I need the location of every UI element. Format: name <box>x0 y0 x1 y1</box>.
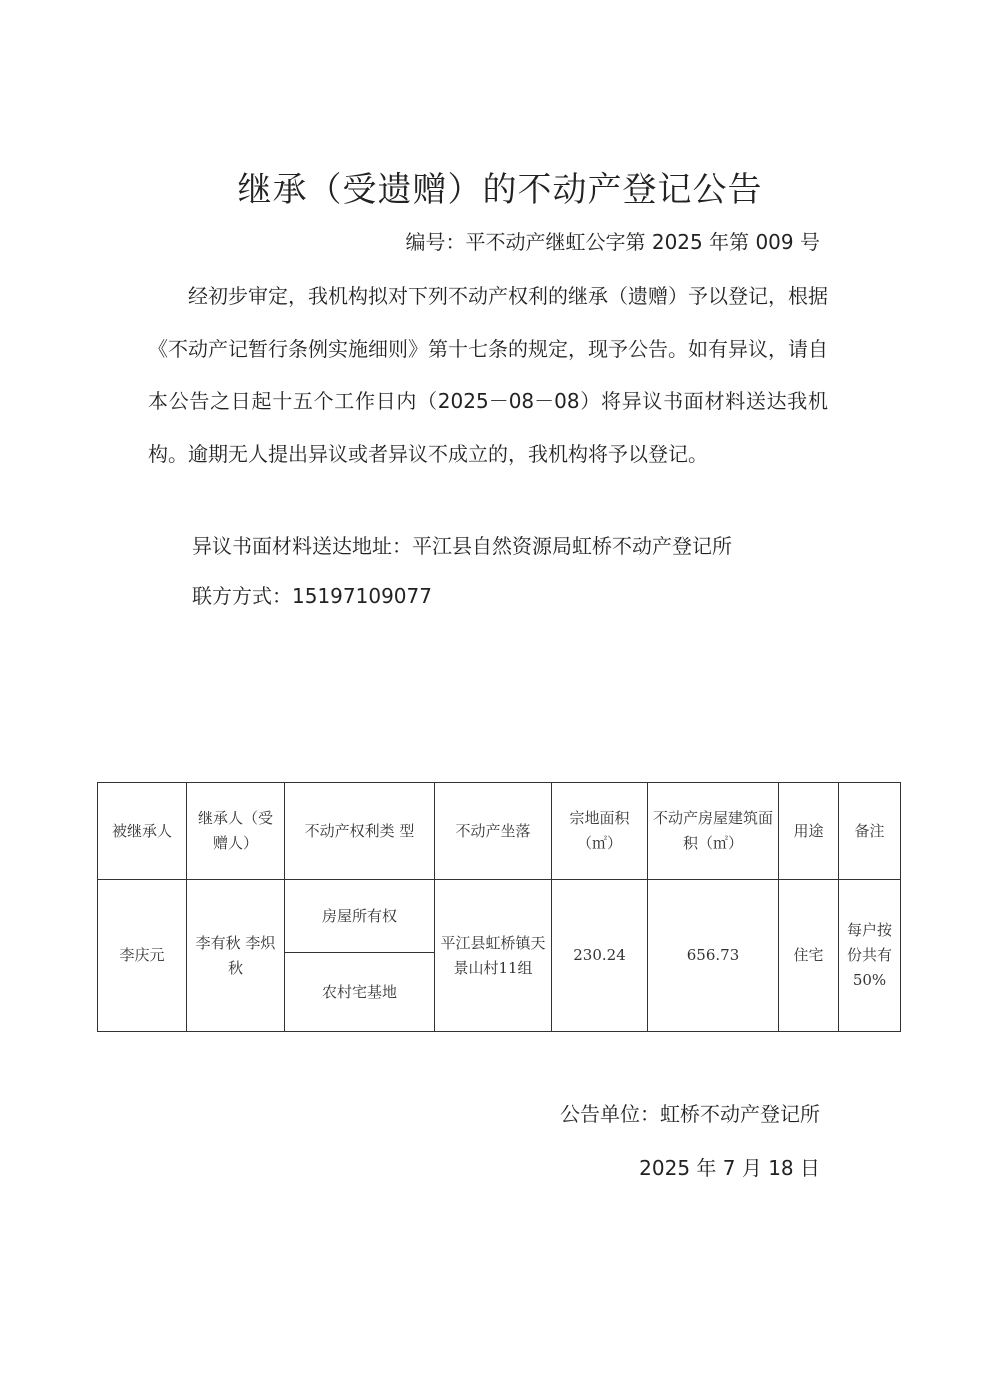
cell-usage: 住宅 <box>779 880 839 1032</box>
header-right-type: 不动产权利类 型 <box>285 783 435 880</box>
issuing-unit: 公告单位：虹桥不动产登记所 <box>560 1102 820 1126</box>
header-land-area: 宗地面积（㎡） <box>552 783 648 880</box>
cell-right-type-house: 房屋所有权 <box>285 880 435 953</box>
table-header-row <box>98 783 901 880</box>
cell-right-type-land: 农村宅基地 <box>285 953 435 1032</box>
cell-decedent: 李庆元 <box>98 880 187 1032</box>
header-decedent: 被继承人 <box>98 783 187 880</box>
header-heir: 继承人（受赠人） <box>187 783 285 880</box>
header-location: 不动产坐落 <box>435 783 552 880</box>
header-remark: 备注 <box>839 783 901 880</box>
contact-info: 联方方式：15197109077 <box>192 584 432 608</box>
cell-remark: 每户按份共有50% <box>839 880 901 1032</box>
body-paragraph: 经初步审定，我机构拟对下列不动产权利的继承（遗赠）予以登记，根据《不动产记暂行条例实施细则》第十七条的规定，现予公告。如有异议，请自本公告之日起十五个工作日内（2025－08－08）将异议书面材料送达我机构。逾期无人提出异议或者异议不成立的，我机构将予以登记。 <box>148 284 828 466</box>
table-row <box>98 880 901 953</box>
cell-building-area: 656.73 <box>648 880 779 1032</box>
cell-location: 平江县虹桥镇天景山村11组 <box>435 880 552 1032</box>
cell-heirs: 李有秋 李炽秋 <box>187 880 285 1032</box>
header-usage: 用途 <box>779 783 839 880</box>
header-building-area: 不动产房屋建筑面积（㎡） <box>648 783 779 880</box>
notice-title: 继承（受遗赠）的不动产登记公告 <box>237 170 763 210</box>
registration-table <box>97 782 901 1032</box>
objection-address: 异议书面材料送达地址：平江县自然资源局虹桥不动产登记所 <box>192 534 732 558</box>
issue-date: 2025 年 7 月 18 日 <box>639 1156 820 1180</box>
document-number: 编号：平不动产继虹公字第 2025 年第 009 号 <box>405 230 820 254</box>
cell-land-area: 230.24 <box>552 880 648 1032</box>
notice-body <box>148 270 828 480</box>
